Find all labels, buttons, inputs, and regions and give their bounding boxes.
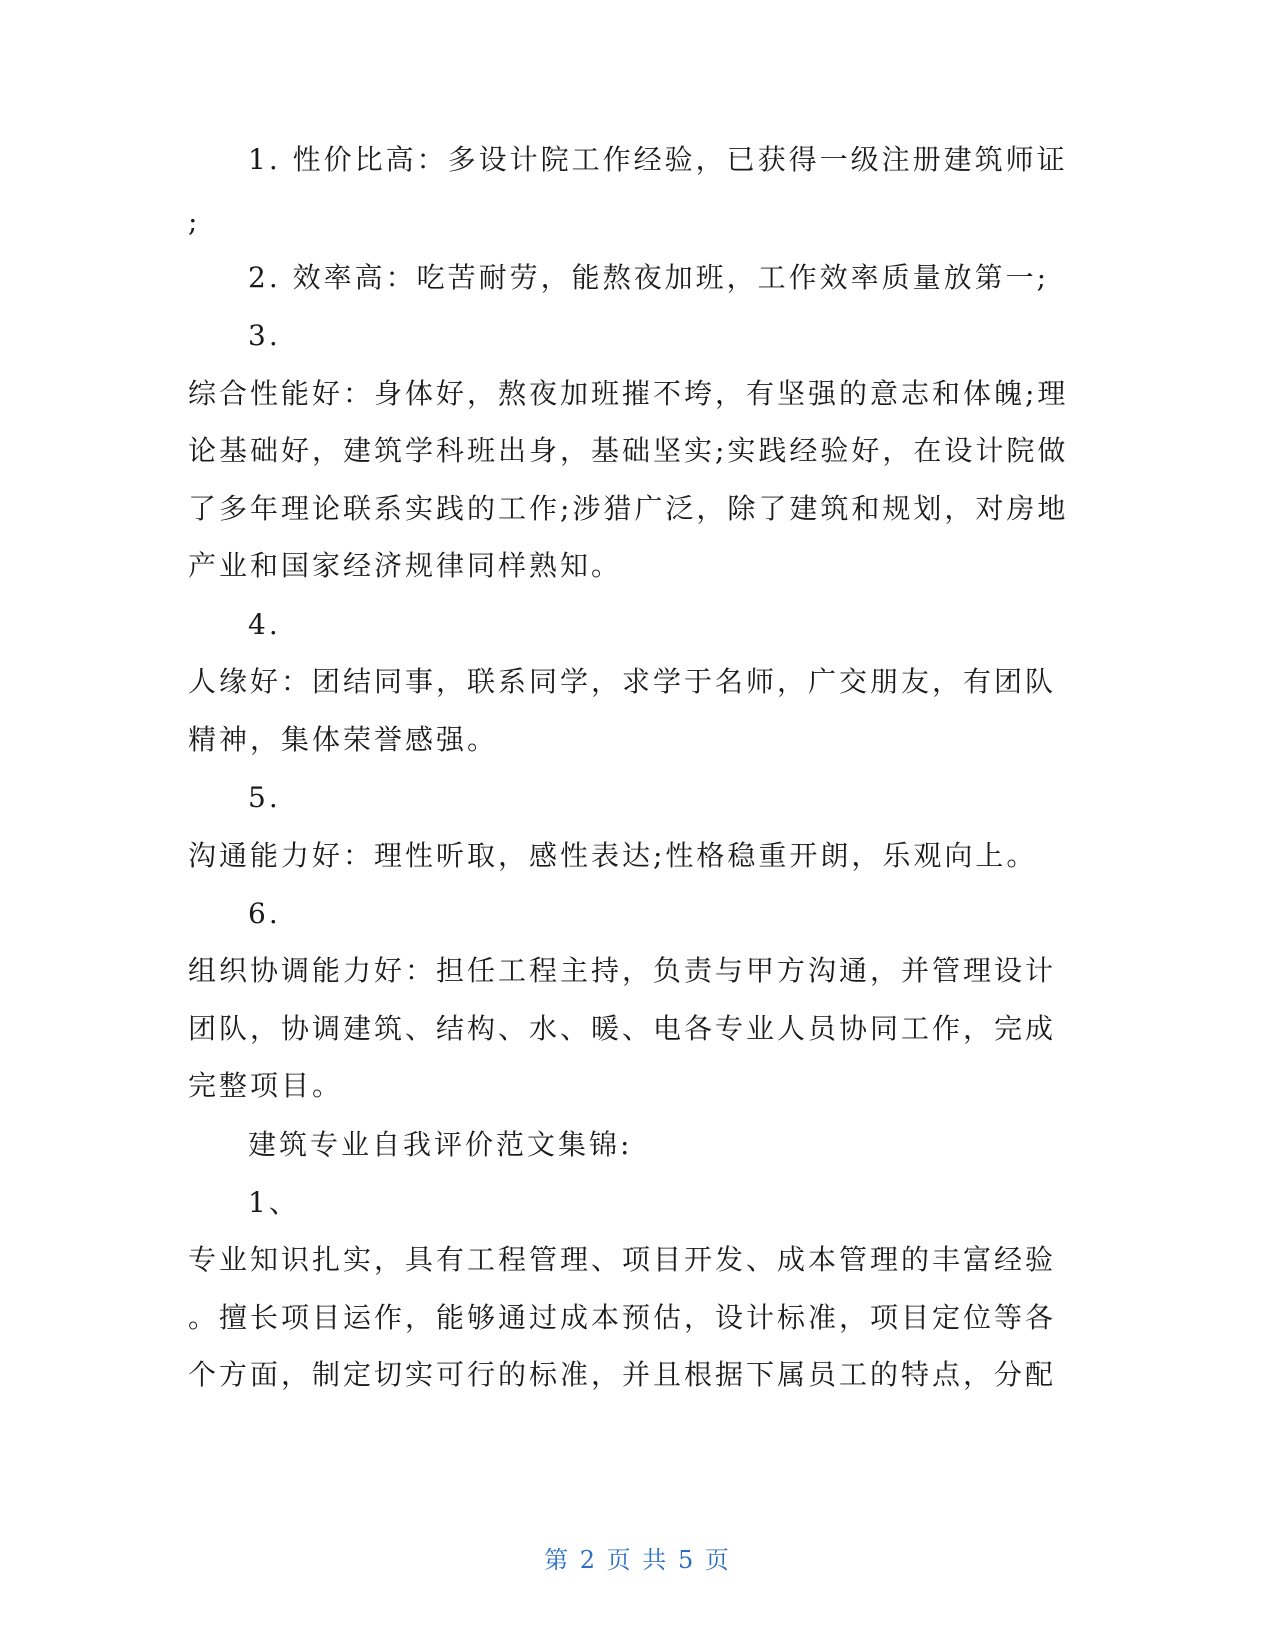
section-heading: 建筑专业自我评价范文集锦: xyxy=(248,1128,633,1161)
text-line: 了多年理论联系实践的工作;涉猎广泛，除了建筑和规划，对房地 xyxy=(188,492,1069,525)
page-number-footer: 第 2 页 共 5 页 xyxy=(544,1546,731,1574)
text-line: 6. xyxy=(248,897,281,930)
text-line: 4. xyxy=(248,608,281,641)
text-line: 3. xyxy=(248,319,281,352)
text-line: 1. 性价比高：多设计院工作经验，已获得一级注册建筑师证 xyxy=(248,143,1068,176)
text-line: 团队，协调建筑、结构、水、暖、电各专业人员协同工作，完成 xyxy=(188,1012,1057,1045)
text-line: ; xyxy=(188,205,201,238)
text-line: 1、 xyxy=(248,1186,300,1219)
text-line: 论基础好，建筑学科班出身，基础坚实;实践经验好，在设计院做 xyxy=(188,434,1069,467)
text-line: 5. xyxy=(248,781,281,814)
text-line: 综合性能好：身体好，熬夜加班摧不垮，有坚强的意志和体魄;理 xyxy=(188,377,1069,410)
text-line: 专业知识扎实，具有工程管理、项目开发、成本管理的丰富经验 xyxy=(188,1243,1057,1276)
text-line: 精神，集体荣誉感强。 xyxy=(188,723,499,756)
text-line: 沟通能力好：理性听取，感性表达;性格稳重开朗，乐观向上。 xyxy=(188,839,1038,872)
text-line: 个方面，制定切实可行的标准，并且根据下属员工的特点，分配 xyxy=(188,1358,1057,1391)
text-line: 组织协调能力好：担任工程主持，负责与甲方沟通，并管理设计 xyxy=(188,954,1057,987)
text-line: 产业和国家经济规律同样熟知。 xyxy=(188,549,623,582)
text-line: 。擅长项目运作，能够通过成本预估，设计标准，项目定位等各 xyxy=(188,1301,1057,1334)
text-line: 人缘好：团结同事，联系同学，求学于名师，广交朋友，有团队 xyxy=(188,665,1057,698)
text-line: 2. 效率高：吃苦耐劳，能熬夜加班，工作效率质量放第一; xyxy=(248,261,1050,294)
text-line: 完整项目。 xyxy=(188,1069,344,1102)
